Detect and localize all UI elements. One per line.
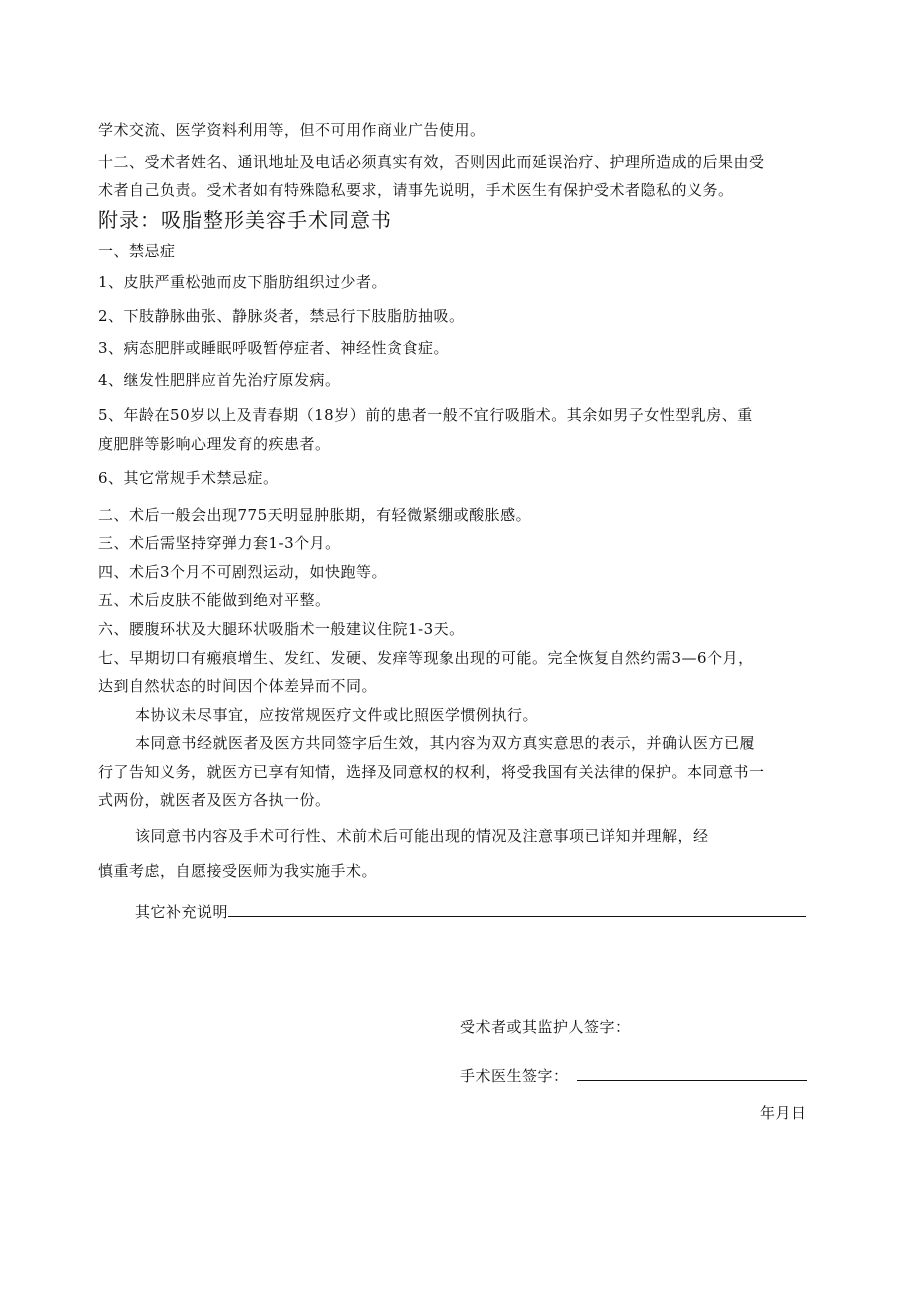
postop-item: 五、术后皮肤不能做到绝对平整。 <box>98 591 331 609</box>
postop-item: 达到自然状态的时间因个体差异而不同。 <box>98 677 378 695</box>
doctor-signature-row <box>460 1064 807 1086</box>
patient-signature-label: 受术者或其监护人签字： <box>460 1018 631 1036</box>
doctor-signature-blank-line[interactable] <box>577 1064 807 1081</box>
supplement-blank-line[interactable] <box>228 900 806 917</box>
contraindication-item: 4、继发性肥胖应首先治疗原发病。 <box>98 371 341 389</box>
contraindication-item: 度肥胖等影响心理发育的疾患者。 <box>98 435 331 453</box>
contraindication-item: 1、皮肤严重松弛而皮下脂肪组织过少者。 <box>98 273 388 291</box>
agreement-line: 行了告知义务，就医方已享有知情，选择及同意权的权利，将受我国有关法律的保护。本同意书一 <box>98 763 765 781</box>
doctor-signature-label: 手术医生签字： <box>460 1067 569 1085</box>
contraindication-item: 2、下肢静脉曲张、静脉炎者，禁忌行下肢脂肪抽吸。 <box>98 307 465 325</box>
contraindication-item: 3、病态肥胖或睡眠呼吸暂停症者、神经性贪食症。 <box>98 339 450 357</box>
date-label: 年月日 <box>760 1104 807 1122</box>
intro-line-1: 学术交流、医学资料利用等，但不可用作商业广告使用。 <box>98 121 486 139</box>
postop-item: 三、术后需坚持穿弹力套1-3个月。 <box>98 534 341 552</box>
supplement-row <box>135 900 806 922</box>
contraindications-heading: 一、禁忌症 <box>98 242 176 260</box>
agreement-line: 式两份，就医者及医方各执一份。 <box>98 791 331 809</box>
consent-line-2: 慎重考虑，自愿接受医师为我实施手术。 <box>98 862 378 880</box>
postop-item: 六、腰腹环状及大腿环状吸脂术一般建议住院1-3天。 <box>98 620 465 638</box>
intro-line-3: 术者自己负责。受术者如有特殊隐私要求，请事先说明，手术医生有保护受术者隐私的义务。 <box>98 181 734 199</box>
postop-item: 二、术后一般会出现775天明显肿胀期，有轻微紧绷或酸胀感。 <box>98 506 532 524</box>
contraindication-item: 6、其它常规手术禁忌症。 <box>98 469 279 487</box>
postop-item: 四、术后3个月不可剧烈运动，如快跑等。 <box>98 563 388 581</box>
agreement-line: 本协议未尽事宜，应按常规医疗文件或比照医学惯例执行。 <box>135 706 539 724</box>
contraindication-item: 5、年龄在50岁以上及青春期（18岁）前的患者一般不宜行吸脂术。其余如男子女性型乳房、重 <box>98 406 753 424</box>
intro-line-2: 十二、受术者姓名、通讯地址及电话必须真实有效，否则因此而延误治疗、护理所造成的后果由受 <box>98 153 765 171</box>
consent-line-1: 该同意书内容及手术可行性、术前术后可能出现的情况及注意事项已详知并理解，经 <box>135 827 709 845</box>
appendix-title: 附录：吸脂整形美容手术同意书 <box>98 208 392 232</box>
agreement-line: 本同意书经就医者及医方共同签字后生效，其内容为双方真实意思的表示，并确认医方已履 <box>135 734 756 752</box>
supplement-label: 其它补充说明 <box>135 903 229 921</box>
postop-item: 七、早期切口有瘢痕增生、发红、发硬、发痒等现象出现的可能。完全恢复自然约需3—6个月， <box>98 649 754 667</box>
